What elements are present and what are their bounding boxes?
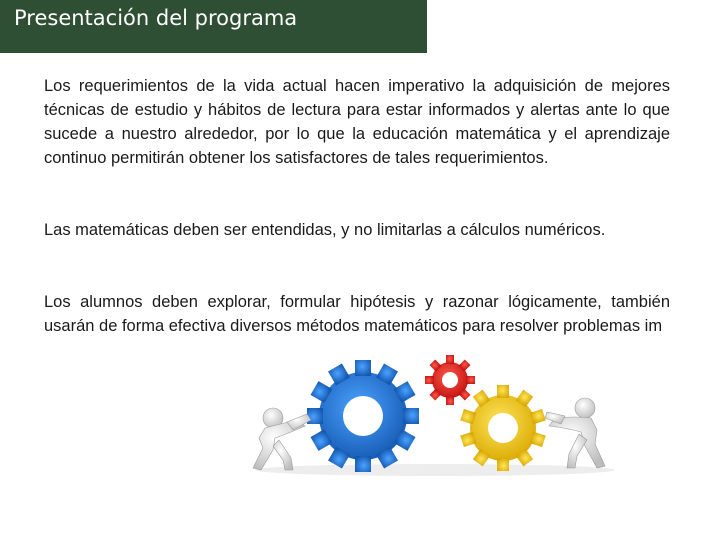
paragraph-2: Las matemáticas deben ser entendidas, y no limitarlas a cálculos numéricos. <box>44 221 606 239</box>
yellow-gear-icon <box>460 385 545 471</box>
paragraph-1: Los requerimientos de la vida actual hacen imperativo la adquisición de mejores técnicas de estudio y hábitos de lectura para estar informados y alertas ante lo que sucede a nuestro alrededor, por lo que la educación matemática y el aprendizaje continuo permitirán obtener los satisfactores de tales requerimientos. <box>44 77 670 167</box>
paragraph-3: Los alumnos deben explorar, formular hipótesis y razonar lógicamente, también usarán de forma efectiva diversos métodos matemáticos para resolver problemas im <box>44 293 670 335</box>
page-title: Presentación del programa <box>14 6 298 30</box>
left-figure-icon <box>253 408 311 470</box>
gears-image <box>235 338 620 478</box>
title-bar <box>0 0 427 53</box>
right-figure-icon <box>545 398 605 468</box>
gears-illustration <box>235 338 620 478</box>
blue-gear-icon <box>307 360 419 472</box>
red-gear-icon <box>425 355 475 405</box>
